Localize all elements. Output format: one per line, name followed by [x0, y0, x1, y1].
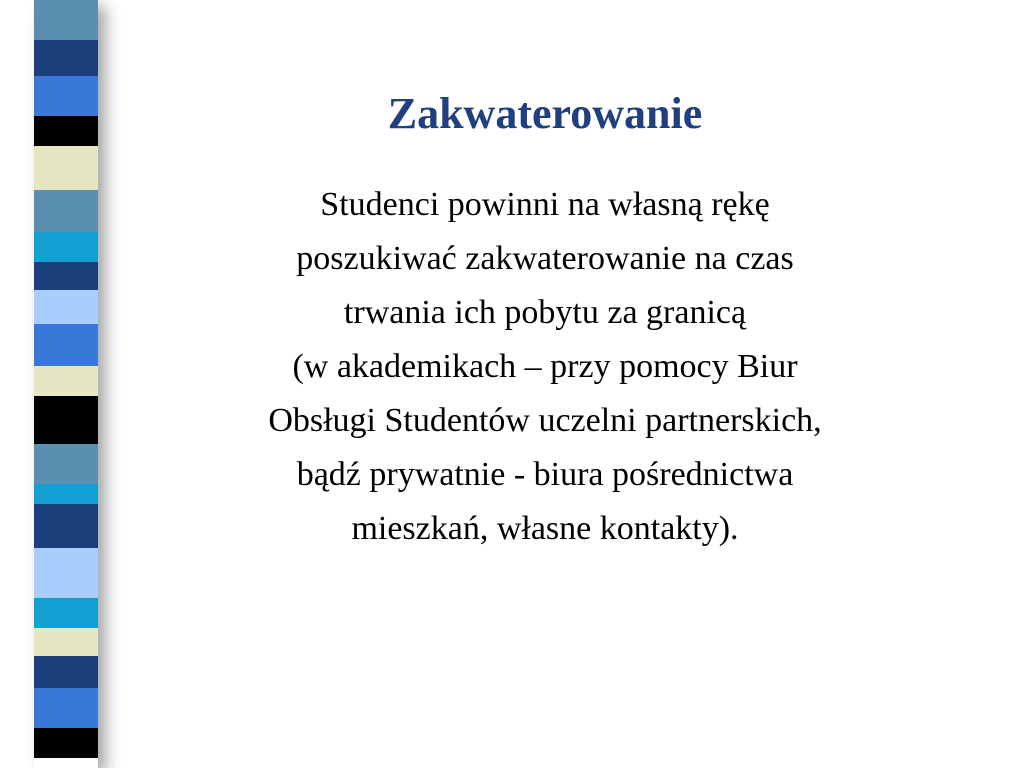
stripe-segment: [34, 116, 98, 146]
stripe-segment: [34, 728, 98, 758]
body-line: trwania ich pobytu za granicą: [343, 294, 747, 331]
stripe-segment: [34, 262, 98, 290]
stripe-segment: [34, 444, 98, 484]
stripe-segment: [34, 656, 98, 688]
body-line: (w akademikach – przy pomocy Biur: [292, 348, 798, 385]
stripe-segment: [34, 324, 98, 366]
stripe-segment: [34, 232, 98, 262]
stripe-segment: [34, 548, 98, 598]
slide-title: Zakwaterowanie: [387, 89, 703, 138]
stripe-segment: [34, 146, 98, 190]
slide-body: [140, 178, 950, 556]
body-line: mieszkań, własne kontakty).: [351, 510, 739, 547]
stripe-segment: [34, 40, 98, 76]
stripe-segment: [34, 598, 98, 628]
stripe-segment: [34, 504, 98, 548]
stripe-segment: [34, 290, 98, 324]
stripe-segment: [34, 366, 98, 396]
stripe-segment: [34, 190, 98, 232]
stripe-segment: [34, 484, 98, 504]
stripe-segment: [34, 628, 98, 656]
decorative-stripe-bar: [34, 0, 98, 768]
body-line: bądź prywatnie - biura pośrednictwa: [296, 456, 794, 493]
stripe-segment: [34, 688, 98, 728]
stripe-segment: [34, 0, 98, 40]
body-line: poszukiwać zakwaterowanie na czas: [296, 240, 794, 277]
body-line: Obsługi Studentów uczelni partnerskich,: [268, 402, 822, 439]
body-line: Studenci powinni na własną rękę: [320, 186, 770, 223]
stripe-segment: [34, 76, 98, 116]
stripe-segment: [34, 396, 98, 444]
